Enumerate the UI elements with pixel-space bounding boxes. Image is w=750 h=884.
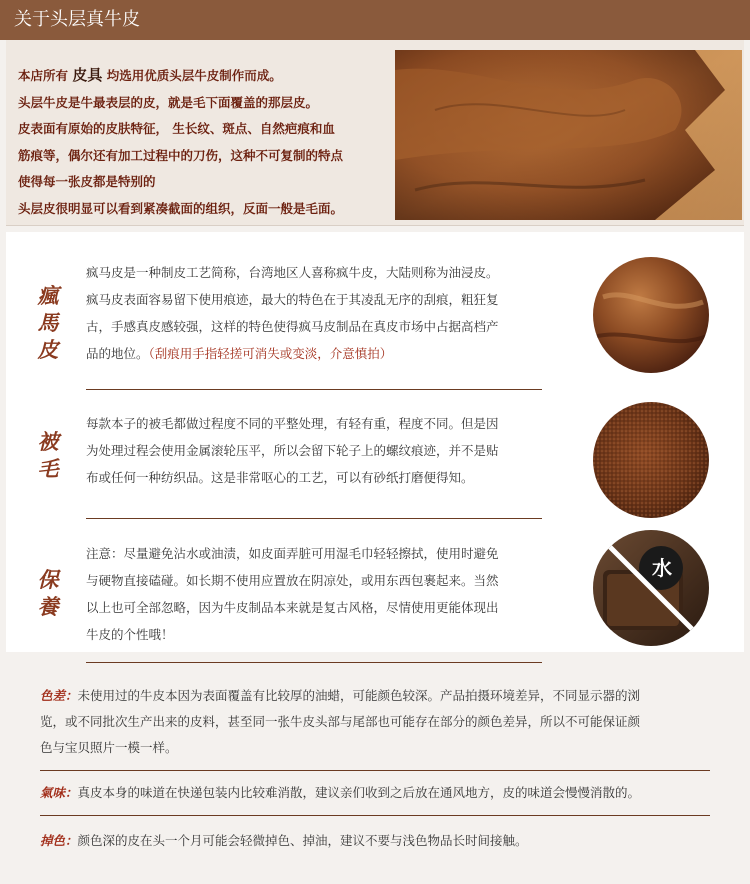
crazy-horse-label	[28, 282, 68, 363]
intro-line5: 使得每一张皮都是特别的	[18, 174, 156, 189]
care-text	[86, 540, 546, 648]
note3-label: 掉色：	[40, 833, 78, 848]
no-water-icon	[593, 530, 709, 646]
section2-line1: 每款本子的被毛都做过程度不同的平整处理，有轻有重，程度不同。但是因	[86, 416, 499, 431]
note-divider	[40, 770, 710, 771]
section1-line3: 古，手感真皮感较强，这样的特色使得疯马皮制品在真皮市场中占据高档产	[86, 319, 499, 334]
note1-line1: 未使用过的牛皮本因为表面覆盖有比较厚的油蜡，可能颜色较深。产品拍摄环境差异，不同显示器的浏	[77, 688, 641, 703]
intro-line1-pre: 本店所有	[18, 68, 69, 83]
nap-label	[28, 428, 68, 482]
note1-line3: 色与宝贝照片一模一样。	[40, 740, 178, 755]
section3-line2: 与硬物直接磕碰。如长期不使用应置放在阴凉处，或用东西包裹起来。当然	[86, 573, 499, 588]
title-bar	[0, 0, 750, 40]
note1-line2: 览，或不同批次生产出来的皮料，甚至同一张牛皮头部与尾部也可能存在部分的颜色差异，所以不可能保证颜	[40, 714, 641, 729]
intro-line1-post: 均选用优质头层牛皮制作而成。	[106, 68, 282, 83]
note2-label: 氣味：	[40, 785, 78, 800]
section1-line1: 疯马皮是一种制皮工艺简称，台湾地区人喜称疯牛皮，大陆则称为油浸皮。	[86, 265, 499, 280]
nap-text	[86, 410, 546, 491]
note2-line1: 真皮本身的味道在快递包装内比较难消散，建议亲们收到之后放在通风地方，皮的味道会慢慢消散的。	[77, 785, 641, 800]
section1-label-text: 瘋馬皮	[37, 283, 59, 362]
color-difference-note	[40, 683, 710, 761]
section3-line4: 牛皮的个性哦！	[86, 627, 174, 642]
crazy-horse-text	[86, 259, 546, 367]
page-title: 关于头层真牛皮	[14, 9, 140, 30]
intro-line2: 头层牛皮是牛最表层的皮，就是毛下面覆盖的那层皮。	[18, 94, 319, 110]
section3-line3: 以上也可全部忽略，因为牛皮制品本来就是复古风格，尽情使用更能体现出	[86, 600, 499, 615]
intro-line3: 皮表面有原始的皮肤特征， 生长纹、斑点、自然疤痕和血	[18, 121, 335, 136]
section1-note: （刮痕用手指轻搓可消失或变淡，介意慎拍）	[148, 346, 393, 361]
fading-note	[40, 828, 710, 854]
smell-note	[40, 780, 710, 806]
intro-line6: 头层皮很明显可以看到紧凑截面的组织，反面一般是毛面。	[18, 200, 344, 216]
section2-line2: 为处理过程会使用金属滚轮压平，所以会留下轮子上的螺纹痕迹，并不是贴	[86, 443, 499, 458]
section-divider	[86, 389, 542, 390]
water-glyph: 水	[652, 556, 672, 580]
section2-label-text: 被毛	[37, 429, 59, 481]
note1-label: 色差：	[40, 688, 78, 703]
section3-line1: 注意：尽量避免沾水或油渍，如皮面弄脏可用湿毛巾轻轻擦拭，使用时避免	[86, 546, 499, 561]
section2-line3: 布或任何一种纺织品。这是非常呕心的工艺，可以有砂纸打磨便得知。	[86, 470, 474, 485]
section-divider	[86, 662, 542, 663]
intro-line1-big: 皮具	[72, 66, 103, 84]
note3-line1: 颜色深的皮在头一个月可能会轻微掉色、掉油，建议不要与浅色物品长时间接触。	[77, 833, 528, 848]
intro-text	[18, 62, 390, 222]
section-divider	[86, 518, 542, 519]
leather-hide-photo	[395, 50, 742, 220]
section3-label-text: 保養	[37, 567, 59, 619]
nap-swatch	[593, 402, 709, 518]
section1-line2: 疯马皮表面容易留下使用痕迹，最大的特色在于其凌乱无序的刮痕，粗狂复	[86, 292, 499, 307]
intro-line4: 筋痕等，偶尔还有加工过程中的刀伤，这种不可复制的特点	[18, 147, 344, 163]
care-label	[28, 566, 68, 620]
section1-line4: 品的地位。	[86, 346, 149, 361]
note-divider	[40, 815, 710, 816]
crazy-horse-swatch	[593, 257, 709, 373]
intro-panel	[6, 40, 744, 226]
